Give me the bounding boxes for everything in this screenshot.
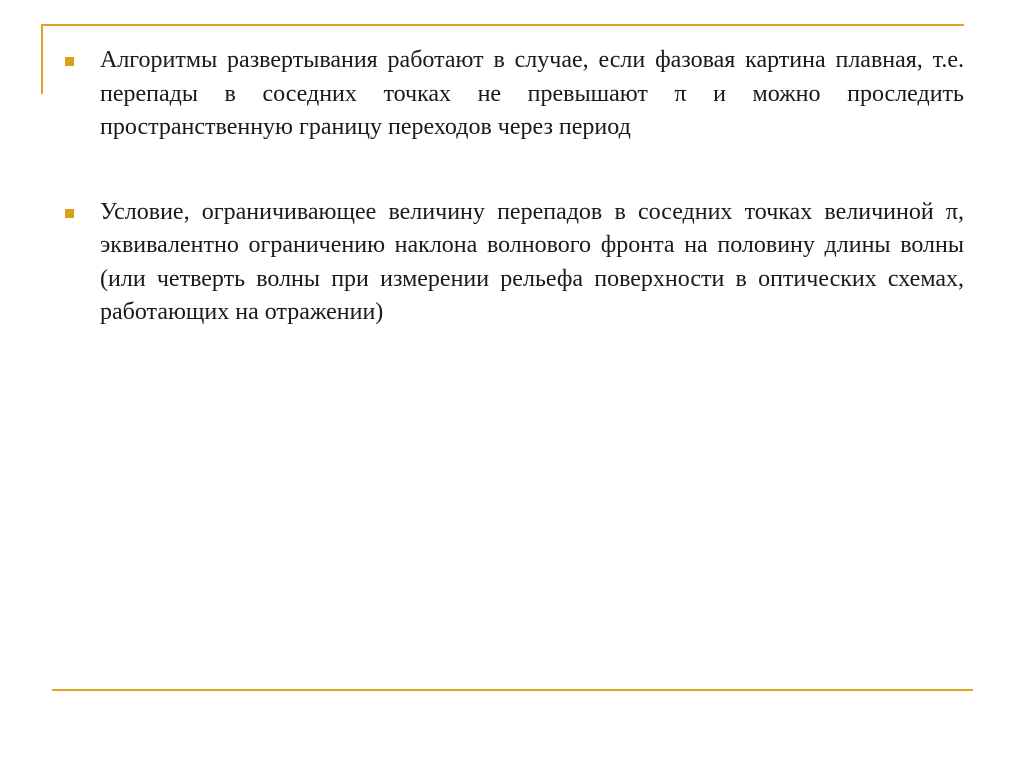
bottom-divider-line <box>52 689 973 691</box>
square-bullet-icon <box>65 57 74 66</box>
square-bullet-icon <box>65 209 74 218</box>
bullet-item-slope-condition <box>62 196 964 330</box>
top-divider-line <box>41 24 964 26</box>
bullet-text: Условие, ограничивающее величину перепадов в соседних точках величиной π, эквивалентно ограничению наклона волнового фронта на половину длины волны (или четверть волны при измерении рельефа поверхности в оптических схемах, работающих на отражении) <box>100 198 964 325</box>
bullet-item-unwrapping-algorithms <box>62 44 964 145</box>
slide-body <box>62 44 964 330</box>
left-accent-line <box>41 24 43 94</box>
bullet-text: Алгоритмы развертывания работают в случае, если фазовая картина плавная, т.е. перепады в соседних точках не превышают π и можно проследить пространственную границу переходов через период <box>100 47 964 140</box>
